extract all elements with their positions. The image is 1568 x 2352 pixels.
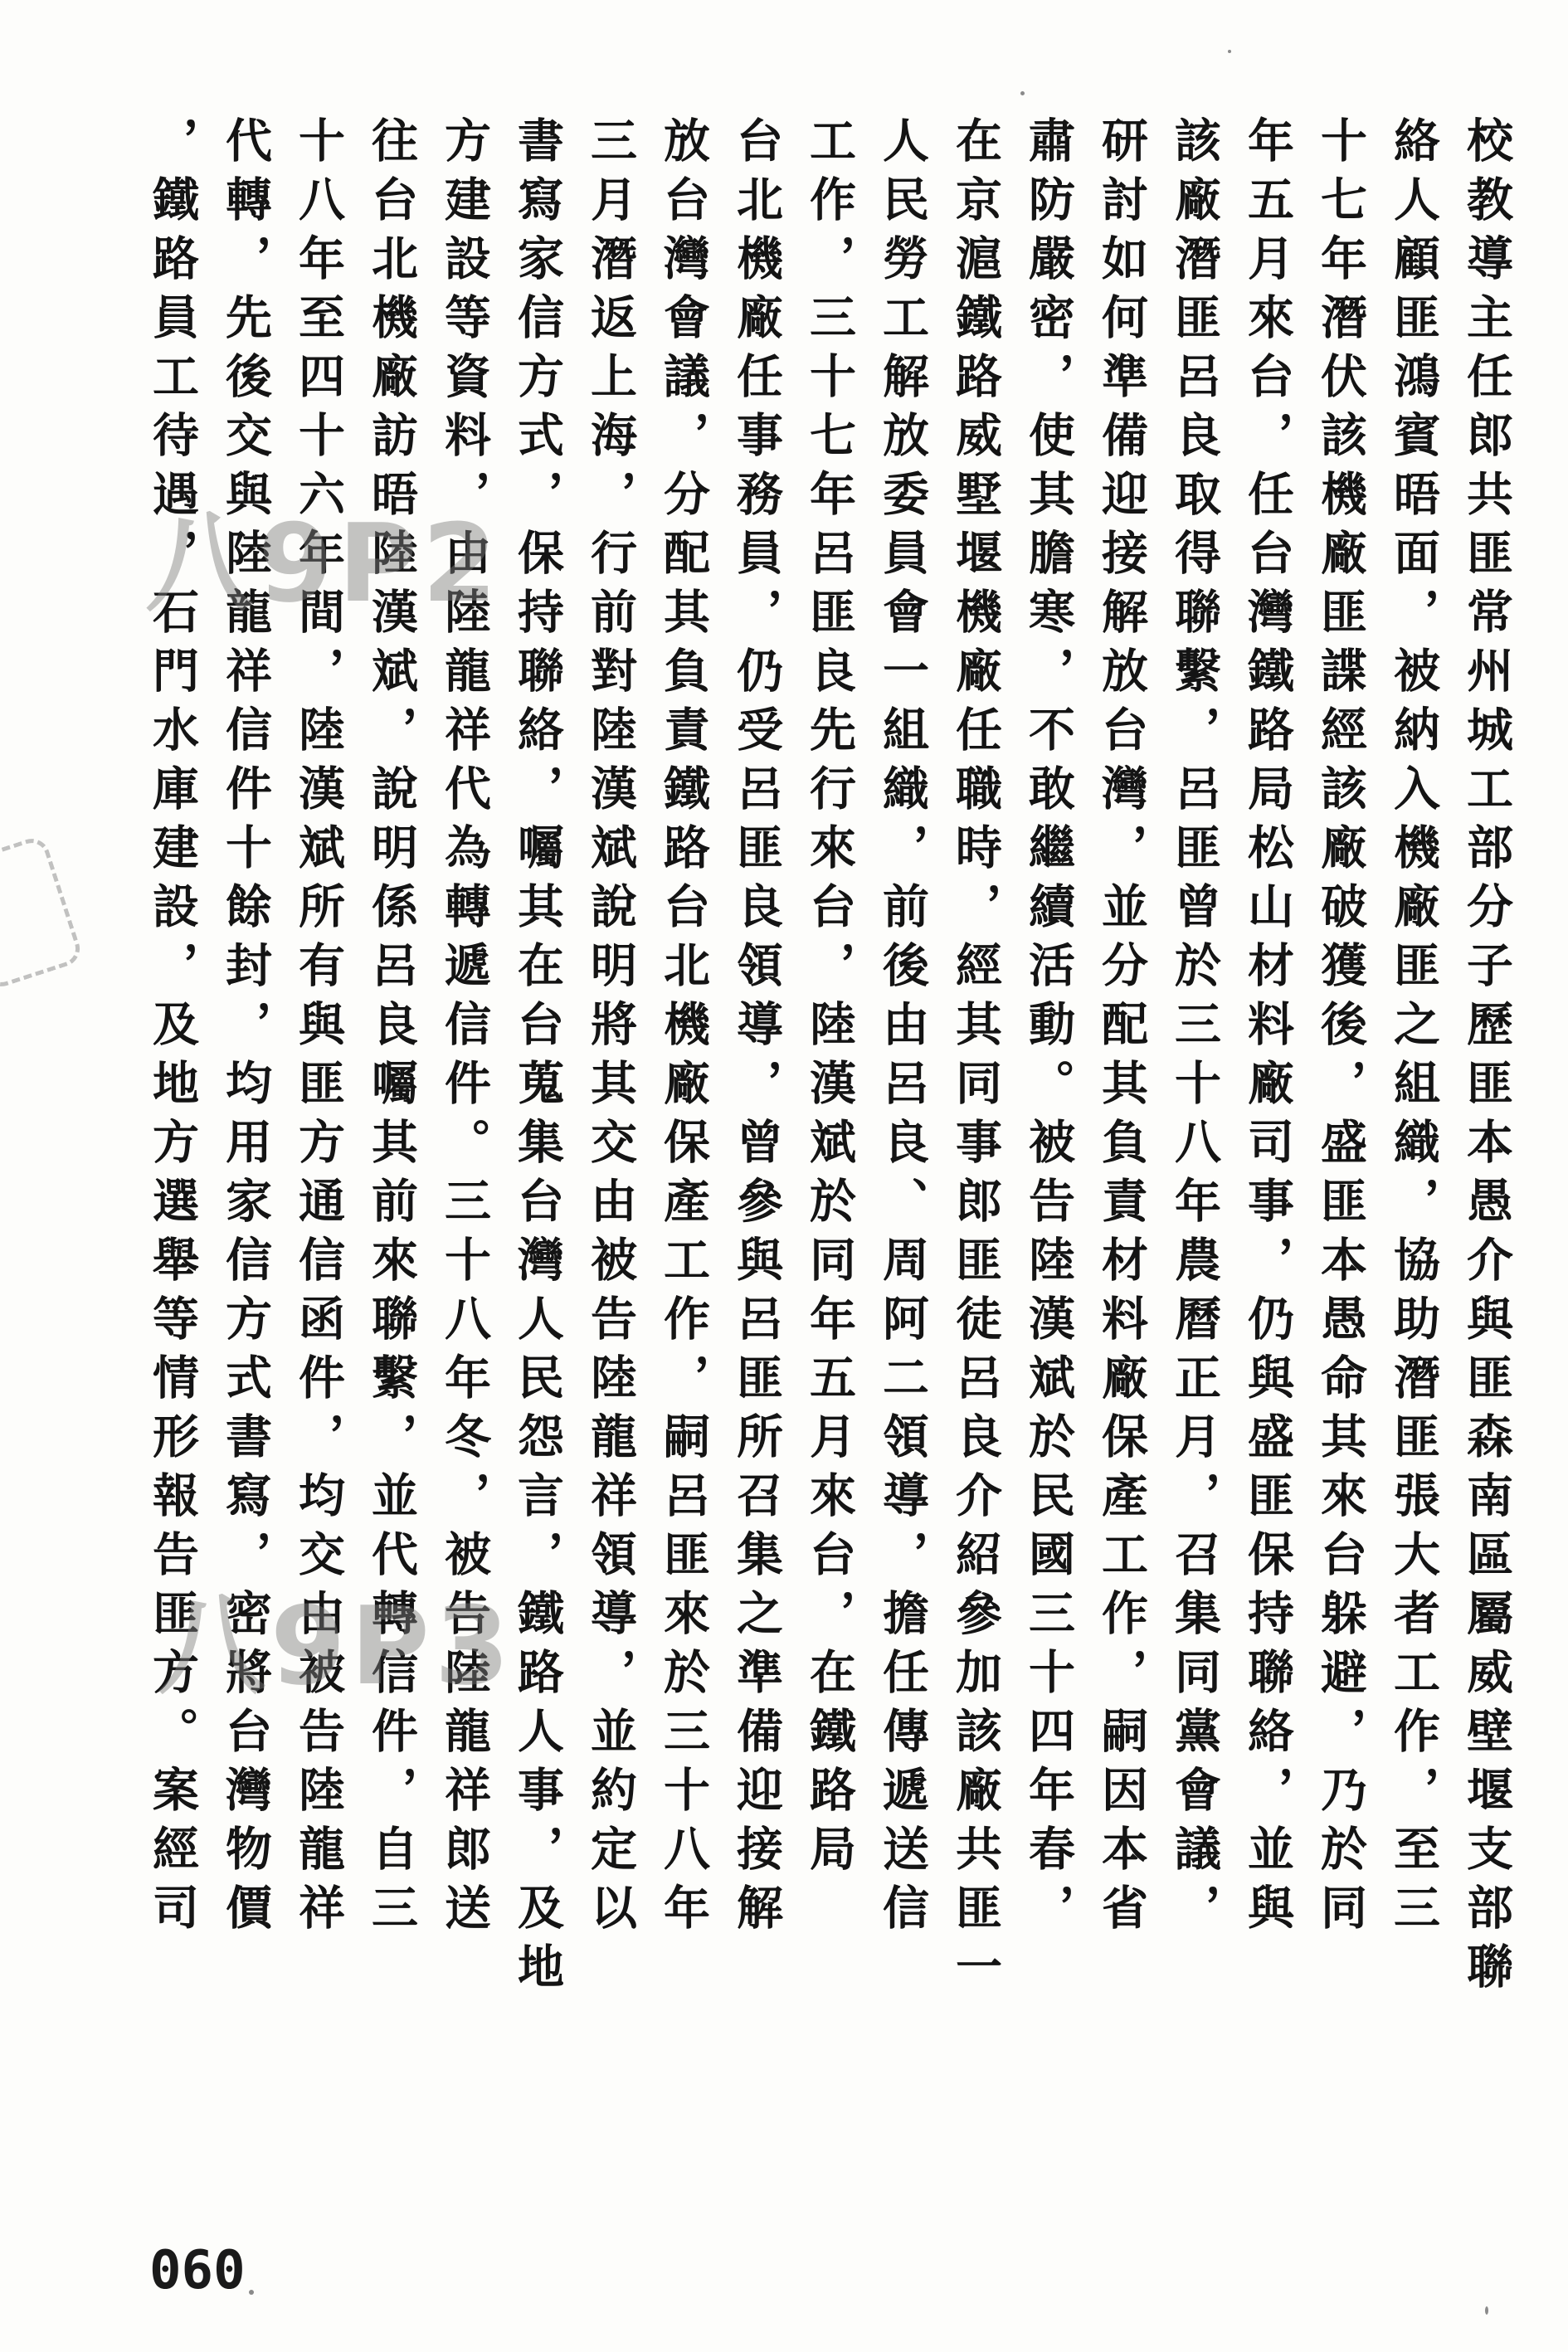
seal-stamp-fragment	[0, 834, 85, 991]
text-column-7: 肅防嚴密，使其膽寒，不敢繼續活動。被告陸漢斌於民國三十四年春，	[1021, 116, 1076, 1942]
scan-speck	[1485, 2306, 1488, 2315]
text-column-18: 代轉，先後交與陸龍祥信件十餘封，均用家信方式書寫，密將台灣物價	[218, 116, 273, 1942]
archive-stamp-top: 八9P2	[145, 500, 503, 626]
text-column-17: 十八年至四十六年間，陸漢斌所有與匪方通信函件，均交由被告陸龍祥	[291, 116, 346, 1942]
text-column-1: 校教導主任郎共匪常州城工部分子歷匪本愚介與匪森南區屬威壁堰支部聯	[1459, 116, 1514, 2001]
text-column-6: 研討如何準備迎接解放台灣，並分配其負責材料廠保產工作，嗣因本省	[1094, 116, 1149, 1942]
vertical-text-body	[124, 116, 1518, 2190]
text-column-2: 絡人顧匪鴻賓晤面，被納入機廠匪之組織，協助潛匪張大者工作，至三	[1386, 116, 1441, 1942]
scan-speck	[1020, 91, 1025, 95]
text-column-9: 人民勞工解放委員會一組織，前後由呂良、周阿二領導，擔任傳遞送信	[875, 116, 930, 1942]
text-column-11: 台北機廠任事務員，仍受呂匪良領導，曾參與呂匪所召集之準備迎接解	[729, 116, 784, 1942]
text-column-8: 在京滬鐵路威墅堰機廠任職時，經其同事郎匪徒呂良介紹參加該廠共匪一	[948, 116, 1003, 2001]
page-number: 060	[149, 2240, 246, 2301]
text-column-10: 工作，三十七年呂匪良先行來台，陸漢斌於同年五月來台，在鐵路局	[802, 116, 857, 1883]
text-column-12: 放台灣會議，分配其負責鐵路台北機廠保產工作，嗣呂匪來於三十八年	[656, 116, 711, 1942]
scan-speck	[1228, 50, 1231, 53]
text-column-16: 往台北機廠訪晤陸漢斌，說明係呂良囑其前來聯繫，並代轉信件，自三	[364, 116, 419, 1942]
text-column-14: 書寫家信方式，保持聯絡，囑其在台蒐集台灣人民怨言，鐵路人事，及地	[510, 116, 565, 2001]
text-column-19: ，鐵路員工待遇，石門水庫建設，及地方選舉等情形報告匪方。案經司	[145, 116, 200, 1942]
archive-stamp-bottom: 八9P3	[158, 1583, 515, 1709]
text-column-3: 十七年潛伏該機廠匪諜經該廠破獲後，盛匪本愚命其來台躲避，乃於同	[1313, 116, 1368, 1942]
text-column-13: 三月潛返上海，行前對陸漢斌說明將其交由被告陸龍祥領導，並約定以	[583, 116, 638, 1942]
text-column-5: 該廠潛匪呂良取得聯繫，呂匪曾於三十八年農曆正月，召集同黨會議，	[1167, 116, 1222, 1942]
scan-speck	[249, 2290, 254, 2295]
text-column-4: 年五月來台，任台灣鐵路局松山材料廠司事，仍與盛匪保持聯絡，並與	[1240, 116, 1295, 1942]
text-column-15: 方建設等資料，由陸龍祥代為轉遞信件。三十八年冬，被告陸龍祥郎送	[437, 116, 492, 1942]
